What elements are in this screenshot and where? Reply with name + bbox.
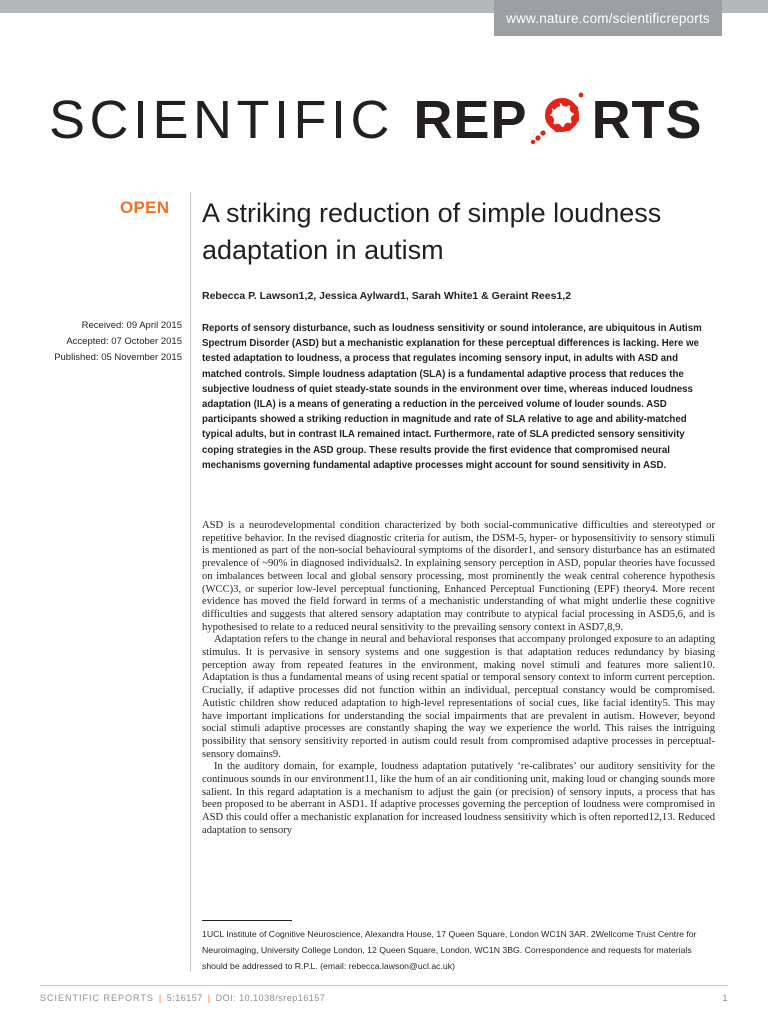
received-date: Received: 09 April 2015 [81,320,182,331]
article-body [202,520,715,838]
body-paragraph-3: In the auditory domain, for example, loudness adaptation putatively ‘re-calibrates’ our auditory sensitivity for the continuous sounds in our environment11, like the hum of an air conditioning unit, making loud or changing sounds more salient. In this regard adaptation is a mechanism to adjust the gain (or precision) of sensory inputs, a process that has been proposed to be aberrant in ASD1. If adaptive processes governing the perception of loudness were compromised in ASD this could offer a mechanistic explanation for increased loudness sensitivity which is often reported12,13. Reduced adaptation to sensory [202,761,715,836]
journal-logo [49,84,703,150]
logo-scientific: SCIENTIFIC [49,90,414,150]
footer-citation: 5:16157 [166,993,203,1003]
page-footer [40,991,728,1005]
published-date: Published: 05 November 2015 [54,352,182,363]
accepted-date: Accepted: 07 October 2015 [66,336,182,347]
body-paragraph-2: Adaptation refers to the change in neural and behavioral responses that accompany prolonged exposure to an adapting stimulus. It is pervasive in sensory systems and one suggestion is that adaptation reduces redundancy by biasing perception away from repeated features in the environment, making novel stimuli and features more salient10. Adaptation is thus a fundamental means of using recent spatial or temporal sensory context to inform current perception. Crucially, if adaptive processes did not function within an individual, perceptual constancy would be compromised. Autistic children show reduced adaptation to high-level representations of social cues, like facial identity5. This may have important implications for understanding the social impairments that are prevalent in autism. However, beyond social stimuli adaptive processes are constantly shaping the way we experience the world. This raises the intriguing possibility that sensory sensitivity reported in autism could result from compromised adaptive processes in perceptual-sensory domains9. [202,634,715,760]
column-divider [190,192,191,972]
gear-logo-icon [529,84,591,146]
body-paragraph-1: ASD is a neurodevelopmental condition characterized by both social-communicative difficulties and stereotyped or repetitive behavior. In the revised diagnostic criteria for autism, the DSM-5, hyper- or hyposensitivity to sensory stimuli is mentioned as part of the non-social behavioural symptoms of the disorder1, and sensory disturbance has an estimated prevalence of ~90% in diagnosed individuals2. In explaining sensory perception in ASD, popular theories have focussed on imbalances between local and global sensory processing, most prominently the weak central coherence hypothesis (WCC)3, or superior low-level perceptual functioning, Enhanced Perceptual Functioning (EPF) theory4. More recent evidence has moved the field forward in terms of a mechanistic understanding of what might underlie these cognitive difficulties and suggests that altered sensory adaptation may contribute to atypical facial processing in ASD5,6, and is hypothesised to relate to a reduced neural sensitivity to the prevailing sensory context in ASD7,8,9. [202,520,715,633]
affiliations-footnote: 1UCL Institute of Cognitive Neuroscience, Alexandra House, 17 Queen Square, London WC1N 3AR. 2Wellcome Trust Centre for Neuroimaging, University College London, 12 Queen Square, London, WC1N 3BG. Correspondence and requests for materials should be addressed to R.P.L. (email: rebecca.lawson@ucl.ac.uk) [202,929,697,971]
footer-divider [40,985,728,986]
article-title: A striking reduction of simple loudness adaptation in autism [202,198,662,265]
footer-separator-1: | [158,993,162,1003]
footer-separator-2: | [207,993,211,1003]
journal-url[interactable]: www.nature.com/scientificreports [494,0,722,36]
logo-rep: REP [413,90,528,150]
footnote-divider [202,920,292,921]
footer-journal: SCIENTIFIC REPORTS [40,993,154,1003]
abstract: Reports of sensory disturbance, such as loudness sensitivity or sound intolerance, are ubiquitous in Autism Spectrum Disorder (ASD) but a mechanistic explanation for these perceptual differences is lacking. Here we tested adaptation to loudness, a process that regulates incoming sensory input, in adults with ASD and matched controls. Simple loudness adaptation (SLA) is a fundamental adaptive process that reduces the subjective loudness of quiet steady-state sounds in the environment over time, whereas induced loudness adaptation (ILA) is a means of generating a reduction in the perceived volume of louder sounds. ASD participants showed a striking reduction in magnitude and rate of SLA relative to age and ability-matched typical adults, but in contrast ILA remained intact. Furthermore, rate of SLA predicted sensory sensitivity coping strategies in the ASD group. These results provide the first evidence that compromised neural mechanisms governing fundamental adaptive processes might account for sound sensitivity in ASD. [202,323,702,471]
author-list: Rebecca P. Lawson1,2, Jessica Aylward1, Sarah White1 & Geraint Rees1,2 [202,290,572,302]
article-dates [40,318,182,366]
open-access-label: OPEN [120,198,170,217]
footer-doi[interactable]: DOI: 10.1038/srep16157 [215,993,326,1003]
logo-rts: RTS [591,90,703,150]
page-number: 1 [722,993,728,1003]
